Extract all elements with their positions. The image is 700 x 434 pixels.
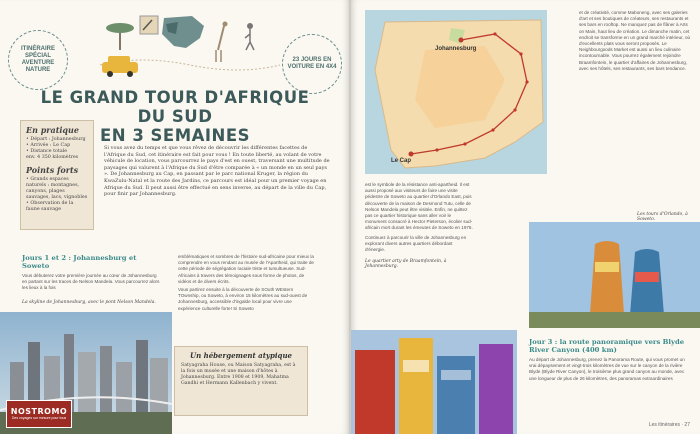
route-map (365, 10, 547, 174)
orlando-towers-caption: Les tours d'Orlando, à Soweto. (637, 212, 688, 222)
neighbourhoods-section (579, 10, 691, 72)
nostromo-logo (6, 400, 72, 428)
day1-heading: Jours 1 et 2 : Johannesburg et Soweto (22, 254, 137, 270)
left-page (0, 0, 349, 434)
info-distance-value: env. 4 350 kilomètres (26, 155, 79, 160)
map-label-johannesburg: Johannesburg (435, 46, 477, 52)
info-heading-highlights: Points forts (26, 165, 79, 175)
lodging-title: Un hébergement atypique (189, 351, 292, 360)
info-heading-practical: En pratique (26, 125, 79, 135)
title-line-1: LE GRAND TOUR D'AFRIQUE DU SUD (40, 88, 310, 126)
badge-itinerary-type (8, 30, 68, 90)
day1-section (22, 254, 162, 305)
soweto-continued-text: est le symbole de la résistance anti-apartheid. Il est aussi proposé aux visiteurs de faire une visite pédestre de Soweto au quartier d'Orlando East, puis découverte de la maison de Desmond Tutu, celle de Nelson Mandela peut être visitée. Enfin, ne quittez pas ce quartier historique sans aller voir le monument consacré à Hector Pieterson, écolier sud-africain mort durant les émeutes de Soweto en 1976. (365, 182, 473, 231)
travel-illustration (100, 10, 280, 82)
neighbourhoods-text: et de créativité, comme Maboneng, avec ses galeries d'art et ses boutiques de créateurs, ses restaurants et ses bars en rooftop. Ne manquez pas de flâner à Arts on Main, haut lieu de création. Le dimanche matin, cet endroit se transforme en un grand marché intérieur, où d'excellents plats vous seront proposés. Le Neighbourgoods Market est aussi un lieu culinaire incontournable. Vous pourrez également rejoindre Braamfontein, le quartier d'affaires de Johannesburg, avec ses hôtels, ses restaurants, ses bars tendance. (579, 10, 691, 71)
braamfontein-photo (351, 330, 517, 434)
day3-section (529, 338, 689, 382)
soweto-text: Vous partirez ensuite à la découverte de SOuth WEstern TOwnship, ou Soweto, à environ 15 kilomètres au sud-ouest de Johannesburg, accessible d'ingalde local pour vivre une expérience culturelle forte! Si Soweto (178, 287, 308, 311)
day1-continued-text: emblématiques et sombres de l'histoire sud-africaine pour mieux la comprendre en vous rendant au musée de l'Apartheid, qui traite de cette période de ségrégation raciale triste et tumultueuse. Sud-Africains à travers des témoignages sous forme de photos, de vidéos et de divers écrits. (178, 254, 314, 284)
lodging-box (174, 346, 308, 416)
johannesburg-explore-text: Continuez à parcourir la ville de Johannesburg en explorant divers autres quartiers débordant d'énergie. (365, 234, 467, 253)
braamfontein-caption: Le quartier arty de Braamfontein, à Johannesburg. (365, 259, 447, 270)
map-label-cape-town: Le Cap (391, 158, 412, 164)
lodging-text: Satyagraha House, ou Maison Satyagraha, est à la fois un musée et une maison d'hôtes à Johannesburg. Entre 1908 et 1909, Mahatma Gandhi et Hermann Kallenbach y vivent. (181, 363, 296, 386)
day3-heading: Jour 3 : la route panoramique vers Blyde River Canyon (400 km) (529, 338, 685, 354)
info-depart: • Départ : Johannesburg (26, 137, 86, 142)
info-highlight-landscapes: • Grands espaces naturels : montagnes, canyons, plages sauvages, lacs, vignobles (26, 177, 88, 200)
info-arrival: • Arrivée : Le Cap (26, 143, 71, 148)
day1-continued (178, 254, 314, 312)
logo-name: NOSTROMO (10, 407, 68, 416)
skyline-caption: La skyline de Johannesburg, avec le pont Nelson Mandela. (22, 299, 156, 305)
badge-itinerary-label: ITINÉRAIRE SPÉCIAL AVENTURE NATURE (20, 46, 55, 73)
day3-text: Au départ de Johannesburg, prenez la Panorama Route, qui vous promet un vrai dépaysement et vingt-trois kilomètres de vue sur le canyon de la rivière Blyde (Blyde River Canyon), le troisième plus grand canyon au monde, avec une longueur de plus de 26 kilomètres, des panoramas extraordinaires (529, 357, 685, 381)
right-page (351, 0, 700, 434)
page-number: Les itinéraires · 27 (648, 422, 690, 428)
info-highlight-wildlife: • Observation de la faune sauvage (26, 201, 74, 212)
info-box (20, 120, 94, 230)
orlando-towers-photo (529, 222, 700, 328)
badge-duration (282, 34, 342, 94)
badge-duration-label: 23 JOURS EN VOITURE EN 4X4 (287, 57, 337, 70)
soweto-continued (365, 182, 473, 269)
logo-tagline: Des voyages sur mesure pour tous (11, 416, 67, 420)
day1-text: Vous débuterez votre première journée au cœur de Johannesburg en partant sur les traces de Nelson Mandela. Vous parcourrez alors les lieux à la fois (22, 273, 160, 291)
intro-paragraph: Si vous avez du temps et que vous rêvez de découvrir les différentes facettes de l'Afrique du Sud, cet itinéraire est fait pour vous ! En toute liberté, au volant de votre véhicule de location, vous parcourrez le pays d'est en ouest, traversant une multitude de paysages qui valurent à l'Afrique du Sud d'être comparée à « un monde en un seul pays ». De Johannesburg au Cap, en passant par le parc national Kruger, la région du KwaZulu-Natal et la route des Jardins, ce parcours est idéal pour un premier voyage en Afrique du Sud. Il peut aussi être effectué en sens inverse, au départ de la ville du Cap, pour finir par Johannesburg. (104, 145, 330, 198)
info-distance: • Distance totale (26, 149, 68, 154)
title-line-2: EN 3 SEMAINES (100, 126, 250, 145)
